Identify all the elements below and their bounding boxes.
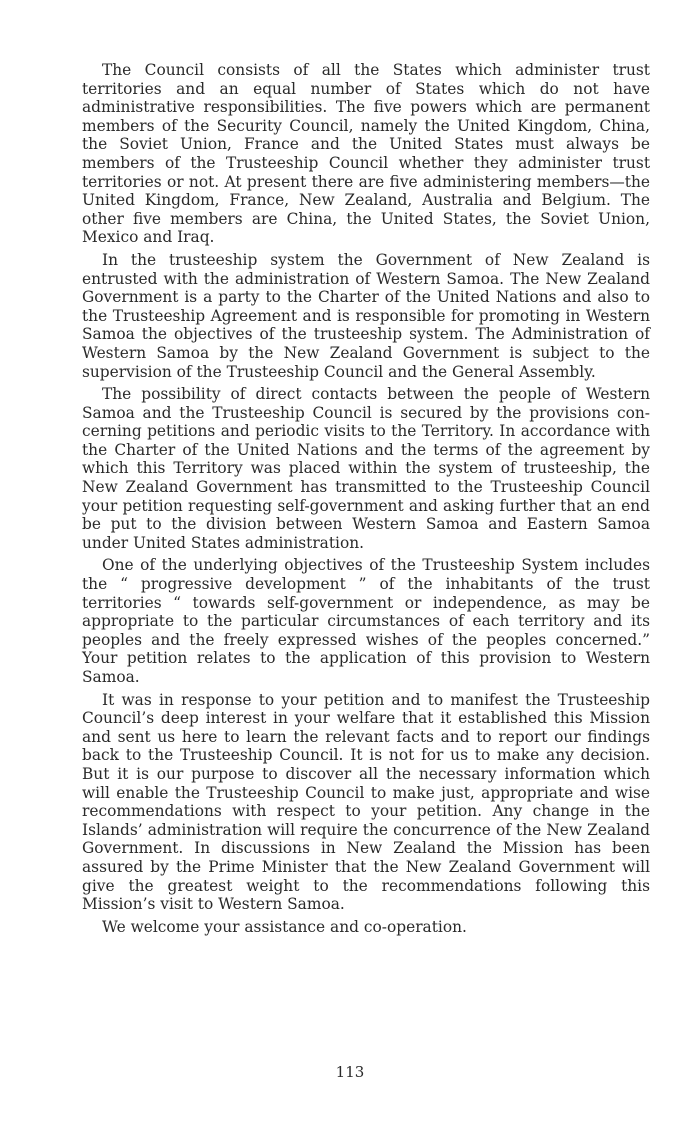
- paragraph-council-composition: The Council consists of all the States which administer trust territories and an equal number of States which do not have administrative responsibilities. The five powers which are permanent members of the Security Council, namely the United Kingdom, China, the Soviet Union, France and the United States must always be members of the Trusteeship Council whether they administer trust territories or not. At present there are five administering members—the United Kingdom, France, New Zealand, Australia and Belgium. The other five members are China, the United States, the Soviet Union, Mexico and Iraq.: [82, 61, 650, 247]
- page-body: [82, 61, 650, 940]
- paragraph-trusteeship-system: In the trusteeship system the Government of New Zealand is entrusted with the administration of Western Samoa. The New Zealand Government is a party to the Charter of the United Nations and also to the Trusteeship Agreement and is responsible for promoting in Western Samoa the objectives of the trusteeship system. The Administration of Western Samoa by the New Zealand Government is subject to the supervision of the Trusteeship Council and the General Assembly.: [82, 250, 650, 381]
- paragraph-direct-contacts: The possibility of direct contacts between the people of Western Samoa and the Trusteeship Council is secured by the provisions concerning petitions and periodic visits to the Territory. In accordance with the Charter of the United Nations and the terms of the agreement by which this Territory was placed within the system of trusteeship, the New Zealand Government has transmitted to the Trusteeship Council your petition requesting self-government and asking further that an end be put to the division between Western Samoa and Eastern Samoa under United States administration.: [82, 385, 650, 552]
- page-number: 113: [335, 1063, 365, 1081]
- paragraph-welcome: We welcome your assistance and co-operation.: [102, 917, 467, 936]
- paragraph-underlying-objectives: One of the underlying objectives of the Trusteeship System includes the “ progressive development ” of the inhabitants of the trust territories “ towards self-government or independence, as may be appropriate to the particular circumstances of each territory and its peoples and the freely expressed wishes of the peoples concerned.” Your petition relates to the application of this provision to Western Samoa.: [82, 556, 650, 686]
- paragraph-mission-purpose: It was in response to your petition and to manifest the Trusteeship Council’s deep interest in your welfare that it established this Mission and sent us here to learn the relevant facts and to report our findings back to the Trusteeship Council. It is not for us to make any decision. But it is our purpose to discover all the necessary information which will enable the Trusteeship Council to make just, appropriate and wise recommendations with respect to your petition. Any change in the Islands’ administration will require the concurrence of the New Zealand Government. In discussions in New Zealand the Mission has been assured by the Prime Minister that the New Zealand Government will give the greatest weight to the recommendations following this Mission’s visit to Western Samoa.: [82, 690, 650, 914]
